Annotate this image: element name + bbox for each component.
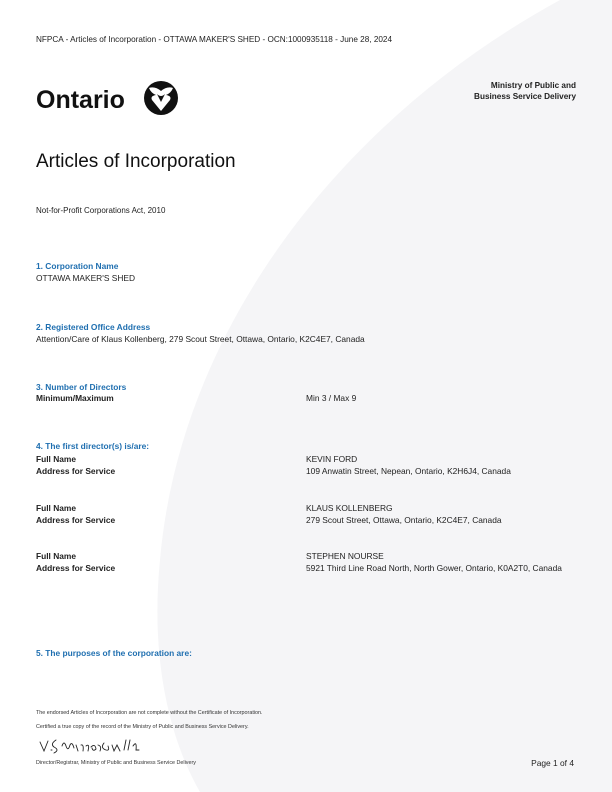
director-2-name-label: Full Name	[36, 503, 77, 513]
director-1-address-label: Address for Service	[36, 466, 116, 476]
ministry-line-1: Ministry of Public and	[490, 81, 576, 90]
corporation-name-value: OTTAWA MAKER'S SHED	[36, 273, 136, 283]
act-name: Not-for-Profit Corporations Act, 2010	[36, 206, 166, 215]
section-purposes-heading: 5. The purposes of the corporation are:	[36, 648, 192, 658]
registrar-signature	[38, 736, 142, 756]
signatory-title: Director/Registrar, Ministry of Public and Business Service Delivery	[36, 760, 196, 766]
director-2-name: KLAUS KOLLENBERG	[306, 503, 393, 513]
section-number-of-directors-heading: 3. Number of Directors	[36, 382, 127, 392]
director-1-name: KEVIN FORD	[306, 454, 358, 464]
section-registered-office-heading: 2. Registered Office Address	[36, 322, 151, 332]
ontario-logo-text: Ontario	[36, 86, 125, 114]
document-header-line: NFPCA - Articles of Incorporation - OTTAWA MAKER'S SHED - OCN:1000935118 - June 28, 2024	[36, 35, 393, 44]
min-max-value: Min 3 / Max 9	[306, 393, 357, 403]
section-corporation-name-heading: 1. Corporation Name	[36, 261, 119, 271]
director-3-address: 5921 Third Line Road North, North Gower, Ontario, K0A2T0, Canada	[306, 563, 562, 573]
director-2-address-label: Address for Service	[36, 515, 116, 525]
ontario-logo	[36, 80, 186, 118]
footer-note-1: The endorsed Articles of Incorporation are not complete without the Certificate of Incorporation.	[36, 710, 263, 716]
director-3-address-label: Address for Service	[36, 563, 116, 573]
footer-note-2: Certified a true copy of the record of the Ministry of Public and Business Service Delivery.	[36, 724, 249, 730]
section-first-directors-heading: 4. The first director(s) is/are:	[36, 441, 150, 451]
director-2-address: 279 Scout Street, Ottawa, Ontario, K2C4E7, Canada	[306, 515, 502, 525]
page-number: Page 1 of 4	[531, 758, 574, 768]
director-3-name-label: Full Name	[36, 551, 77, 561]
page-title: Articles of Incorporation	[36, 151, 236, 172]
director-1-address: 109 Anwatin Street, Nepean, Ontario, K2H6J4, Canada	[306, 466, 511, 476]
director-3-name: STEPHEN NOURSE	[306, 551, 384, 561]
min-max-label: Minimum/Maximum	[36, 393, 114, 403]
director-1-name-label: Full Name	[36, 454, 77, 464]
registered-office-value: Attention/Care of Klaus Kollenberg, 279 Scout Street, Ottawa, Ontario, K2C4E7, Canada	[36, 334, 365, 344]
ministry-line-2: Business Service Delivery	[474, 92, 576, 101]
ministry-name	[474, 80, 576, 102]
